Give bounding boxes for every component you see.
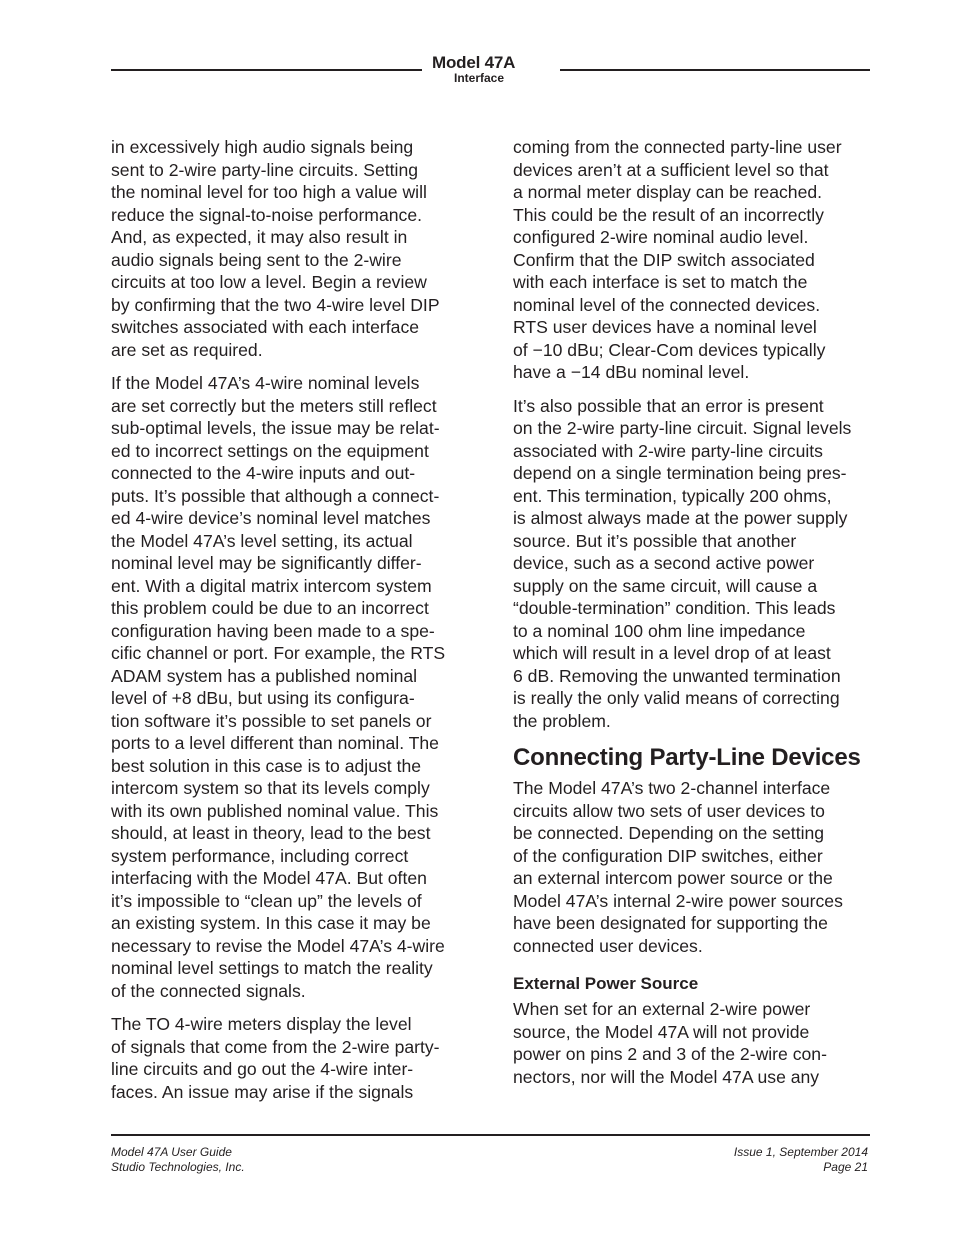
footer-guide-title: Model 47A User Guide <box>111 1145 232 1159</box>
footer-issue: Issue 1, September 2014 <box>733 1145 868 1159</box>
footer-company: Studio Technologies, Inc. <box>111 1160 245 1174</box>
subsection-heading: External Power Source <box>513 974 699 993</box>
paragraph: The TO 4-wire meters display the level of signals that come from the 2-wire party- line circuits and go out the 4-wire inter- faces. An issue may arise if the signals <box>111 1014 440 1102</box>
paragraph: in excessively high audio signals being sent to 2-wire party-line circuits. Setting the nominal level for too high a value will reduce the signal-to-noise performance. And, as expected, it may also result in audio signals being sent to the 2-wire circuits at too low a level. Begin a review by confirming that the two 4-wire level DIP switches associated with each interface are set as required. <box>111 137 440 360</box>
right-column <box>513 136 875 1099</box>
paragraph: The Model 47A’s two 2-channel interface circuits allow two sets of user devices to be connected. Depending on the setting of the configuration DIP switches, either an external intercom power source or the Model 47A’s internal 2-wire power sources have been designated for supporting the connected user devices. <box>513 778 843 956</box>
paragraph: If the Model 47A’s 4-wire nominal levels are set correctly but the meters still reflect sub-optimal levels, the issue may be relat- ed to incorrect settings on the equipment connected to the 4-wire inputs and out- puts. It’s possible that although a connect- ed 4-wire device’s nominal level matches the Model 47A’s level setting, its actual nominal level may be significantly differ- ent. With a digital matrix intercom system this problem could be due to an incorrect configuration having been made to a spe- cific channel or port. For example, the RTS ADAM system has a published nominal level of +8 dBu, but using its configura- tion software it’s possible to set panels or ports to a level different than nominal. The best solution in this case is to adjust the intercom system so that its levels comply with its own published nominal value. This should, at least in theory, lead to the best system performance, including correct interfacing with the Model 47A. But often it’s impossible to “clean up” the levels of an existing system. In this case it may be necessary to revise the Model 47A’s 4-wire nominal level settings to match the reality of the connected signals. <box>111 373 446 1001</box>
header-rule-left <box>111 69 422 71</box>
footer-right <box>734 1145 868 1175</box>
paragraph: When set for an external 2-wire power source, the Model 47A will not provide power on pins 2 and 3 of the 2-wire con- nectors, nor will the Model 47A use any <box>513 999 827 1087</box>
header-rule-right <box>560 69 870 71</box>
paragraph: coming from the connected party-line user devices aren’t at a sufficient level so that a normal meter display can be reached. This could be the result of an incorrectly configured 2-wire nominal audio level. Confirm that the DIP switch associated with each interface is set to match the nominal level of the connected devices. RTS user devices have a nominal level of −10 dBu; Clear-Com devices typically have a −14 dBu nominal level. <box>513 137 842 382</box>
paragraph: It’s also possible that an error is present on the 2-wire party-line circuit. Signal levels associated with 2-wire party-line circuits depend on a single termination being pres- ent. This termination, typically 200 ohms, is almost always made at the power supply source. But it’s possible that another device, such as a second active power supply on the same circuit, will cause a “double-termination” condition. This leads to a nominal 100 ohm line impedance which will result in a level drop of at least 6 dB. Removing the unwanted termination is really the only valid means of correcting the problem. <box>513 395 852 731</box>
footer-page-number: Page 21 <box>823 1160 868 1174</box>
section-heading: Connecting Party-Line Devices <box>513 744 861 771</box>
footer-left <box>111 1145 245 1175</box>
header-title: Model 47A <box>432 53 516 72</box>
left-column <box>111 136 473 1114</box>
header-subtitle: Interface <box>454 71 505 85</box>
footer-rule <box>111 1134 870 1136</box>
